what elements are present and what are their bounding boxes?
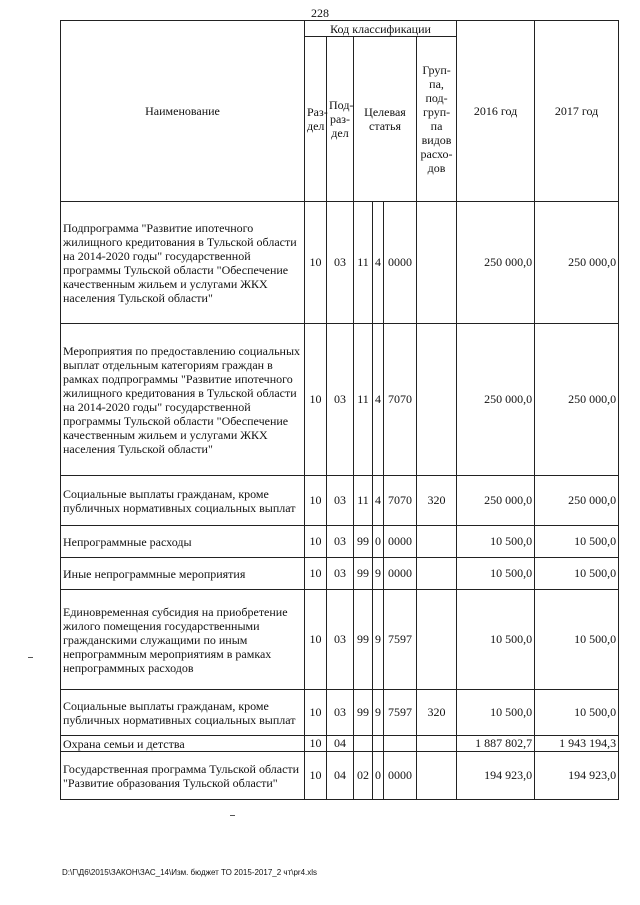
row-amount-2017: 10 500,0 [535,690,619,736]
row-expense-group [417,590,457,690]
row-target-program: 99 [354,690,373,736]
margin-mark [230,815,235,816]
row-target-program: 11 [354,202,373,324]
row-subsection: 03 [327,526,354,558]
row-amount-2016: 10 500,0 [457,526,535,558]
row-subsection: 03 [327,690,354,736]
row-section: 10 [305,752,327,800]
row-target-subprogram: 4 [373,324,384,476]
row-section: 10 [305,690,327,736]
row-name: Иные непрограммные мероприятия [61,558,305,590]
row-section: 10 [305,202,327,324]
header-year-2017: 2017 год [535,21,619,202]
row-section: 10 [305,590,327,690]
row-target-direction [384,736,417,752]
row-section: 10 [305,736,327,752]
header-year-2016: 2016 год [457,21,535,202]
row-name: Мероприятия по предоставлению социальных выплат отдельным категориям граждан в рамках подпрограммы "Развитие ипотечного жилищного кредитования в Тульской области на 2014-2020 годы" государственной программы Тульской области "Обеспечение качественным жильем и услугами ЖКХ населения Тульской области" [61,324,305,476]
row-subsection: 04 [327,736,354,752]
row-target-direction: 0000 [384,202,417,324]
row-expense-group [417,752,457,800]
row-expense-group: 320 [417,690,457,736]
row-target-subprogram: 4 [373,202,384,324]
row-target-program: 02 [354,752,373,800]
header-section: Раз- дел [305,37,327,202]
row-amount-2016: 10 500,0 [457,590,535,690]
row-subsection: 03 [327,558,354,590]
row-target-subprogram: 9 [373,590,384,690]
table-row [61,324,619,476]
row-target-subprogram: 0 [373,526,384,558]
row-amount-2016: 250 000,0 [457,202,535,324]
table-row [61,526,619,558]
row-section: 10 [305,324,327,476]
page-number: 228 [311,6,329,20]
header-classification-code: Код классификации [305,21,457,37]
row-amount-2017: 250 000,0 [535,476,619,526]
table-row [61,736,619,752]
table-body [61,202,619,800]
row-expense-group [417,526,457,558]
row-amount-2017: 10 500,0 [535,558,619,590]
row-section: 10 [305,526,327,558]
table-row [61,590,619,690]
row-amount-2016: 10 500,0 [457,558,535,590]
row-target-subprogram: 9 [373,558,384,590]
row-name: Социальные выплаты гражданам, кроме публичных нормативных социальных выплат [61,690,305,736]
row-target-subprogram: 4 [373,476,384,526]
table-row [61,558,619,590]
row-target-program: 11 [354,324,373,476]
row-amount-2017: 1 943 194,3 [535,736,619,752]
row-name: Государственная программа Тульской области "Развитие образования Тульской области" [61,752,305,800]
row-name: Социальные выплаты гражданам, кроме публичных нормативных социальных выплат [61,476,305,526]
row-amount-2016: 194 923,0 [457,752,535,800]
table-row [61,690,619,736]
row-target-direction: 7070 [384,324,417,476]
row-target-subprogram [373,736,384,752]
row-target-direction: 7597 [384,690,417,736]
row-expense-group [417,558,457,590]
header-name: Наименование [61,21,305,202]
file-path-footer: D:\Г\Д6\2015\ЗАКОН\ЗАС_14\Изм. бюджет ТО 2015-2017_2 чт\рr4.xls [62,868,318,877]
row-target-direction: 0000 [384,558,417,590]
row-amount-2016: 250 000,0 [457,476,535,526]
row-target-direction: 7070 [384,476,417,526]
row-subsection: 04 [327,752,354,800]
row-target-program [354,736,373,752]
row-target-program: 99 [354,590,373,690]
budget-table [60,20,619,800]
row-expense-group [417,324,457,476]
row-amount-2017: 10 500,0 [535,590,619,690]
row-section: 10 [305,476,327,526]
table-row [61,476,619,526]
row-amount-2017: 250 000,0 [535,324,619,476]
row-target-program: 99 [354,526,373,558]
row-target-subprogram: 9 [373,690,384,736]
row-name: Единовременная субсидия на приобретение жилого помещения государственными гражданскими служащими по иным непрограммным мероприятиям в рамках непрограммных расходов [61,590,305,690]
row-subsection: 03 [327,202,354,324]
row-subsection: 03 [327,590,354,690]
margin-mark [28,657,33,658]
row-expense-group [417,736,457,752]
row-amount-2016: 10 500,0 [457,690,535,736]
row-name: Непрограммные расходы [61,526,305,558]
row-subsection: 03 [327,476,354,526]
header-target-article: Целевая статья [354,37,417,202]
row-expense-group [417,202,457,324]
row-target-direction: 0000 [384,526,417,558]
row-target-program: 11 [354,476,373,526]
row-amount-2017: 194 923,0 [535,752,619,800]
row-target-subprogram: 0 [373,752,384,800]
row-section: 10 [305,558,327,590]
table-row [61,752,619,800]
row-amount-2016: 1 887 802,7 [457,736,535,752]
header-expense-group: Груп- па, под- груп- па видов расхо- дов [417,37,457,202]
row-amount-2016: 250 000,0 [457,324,535,476]
row-target-program: 99 [354,558,373,590]
row-target-direction: 7597 [384,590,417,690]
row-subsection: 03 [327,324,354,476]
row-name: Охрана семьи и детства [61,736,305,752]
row-amount-2017: 10 500,0 [535,526,619,558]
header-subsection: Под- раз- дел [327,37,354,202]
row-target-direction: 0000 [384,752,417,800]
row-expense-group: 320 [417,476,457,526]
row-amount-2017: 250 000,0 [535,202,619,324]
table-row [61,202,619,324]
row-name: Подпрограмма "Развитие ипотечного жилищного кредитования в Тульской области на 2014-2020 годы" государственной программы Тульской области "Обеспечение качественным жильем и услугами ЖКХ населения Тульской области" [61,202,305,324]
